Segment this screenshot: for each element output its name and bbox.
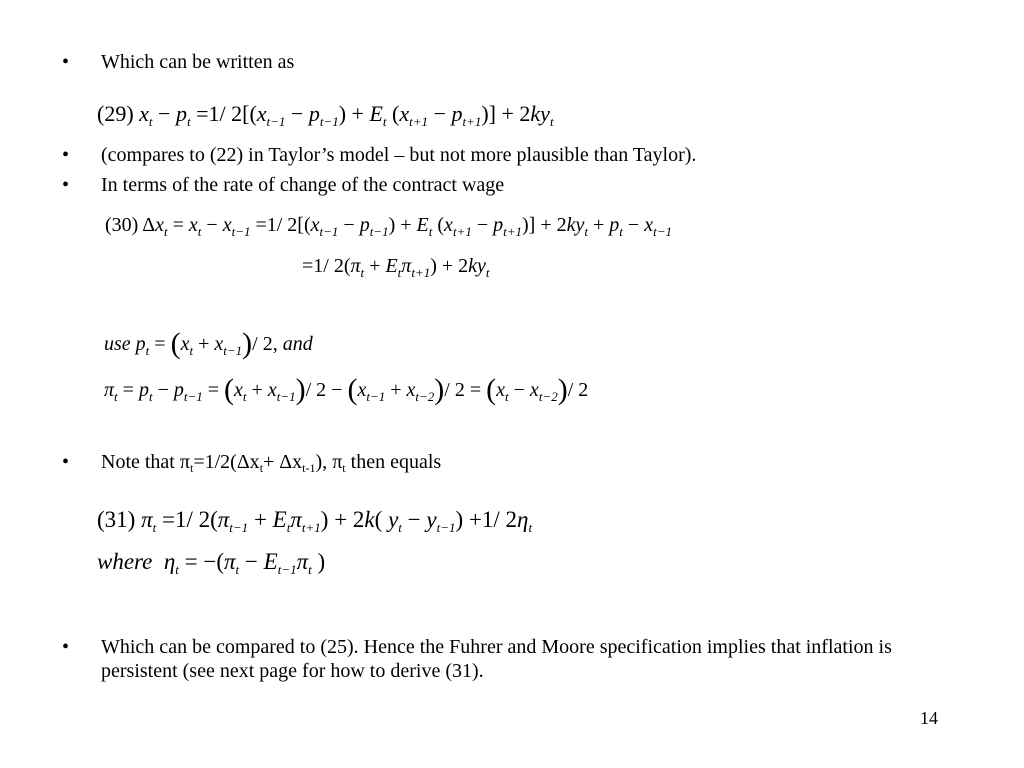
bullet-dot: • [62, 636, 70, 658]
bullet-dot: • [62, 144, 70, 166]
page-number: 14 [920, 708, 938, 728]
equation-label: (29) [97, 101, 134, 126]
equation-label: (31) [97, 507, 136, 532]
bullet-dot: • [62, 451, 70, 473]
bullet-text: Note that $\pi_t=1/2(\Delta x_t+ \Delta x_{t-1})$, $\pi_t$ then equals [101, 451, 442, 475]
bullet-text: Which can be compared to (25). Hence the Fuhrer and Moore specification implies that inflation is persistent (see next page for how to derive (31). [101, 636, 892, 682]
bullet-dot: • [62, 51, 70, 73]
bullet-dot: • [62, 174, 70, 196]
bullet-text: (compares to (22) in Taylor’s model – but not more plausible than Taylor). [101, 144, 697, 166]
bullet-text: Which can be written as [101, 51, 295, 73]
equation-29: (29) $x_t - p_t =1/$ $2[(x_{t-1} - p_{t-1}) + E_t$ $(x_{t+1} - p_{t+1})] + 2ky_t$ [97, 101, 554, 129]
equation-inflation-definition: $\pi_t = p_t - p_{t-1} = (x_t + x_{t-1})/$ $2 - (x_{t-1} + x_{t-2})/$ $2 = (x_t - x_{t-2})/$ 2 [104, 373, 589, 406]
bullet-text: In terms of the rate of change of the contract wage [101, 174, 505, 196]
use-word: use [104, 333, 131, 355]
equation-label: (30) [105, 214, 139, 236]
equation-31-where: where $\eta_t = -(\pi_t - E_{t-1}\pi_t$ ) [97, 549, 326, 577]
equation-31: (31) $\pi_t =1/$ $2(\pi_{t-1} + E_t\pi_{t+1}) + 2k$( $y_t - y_{t-1}) +1/$ $2\eta_t$ [97, 507, 533, 535]
and-word: and [282, 333, 313, 355]
where-word: where [97, 549, 153, 574]
equation-30-continued: =1/ $2(\pi_t + E_t\pi_{t+1}) + 2ky_t$ [302, 255, 490, 280]
equation-30: (30) $\Delta x_t = x_t - x_{t-1} =1/$ $2[(x_{t-1} - p_{t-1}) + E_t$ $(x_{t+1} - p_{t+1})] + 2ky_t + p_t - x_{t-1}$ [105, 214, 672, 239]
equation-price-definition: use $p_t = (x_t + x_{t-1})/$ 2, and [104, 327, 313, 360]
